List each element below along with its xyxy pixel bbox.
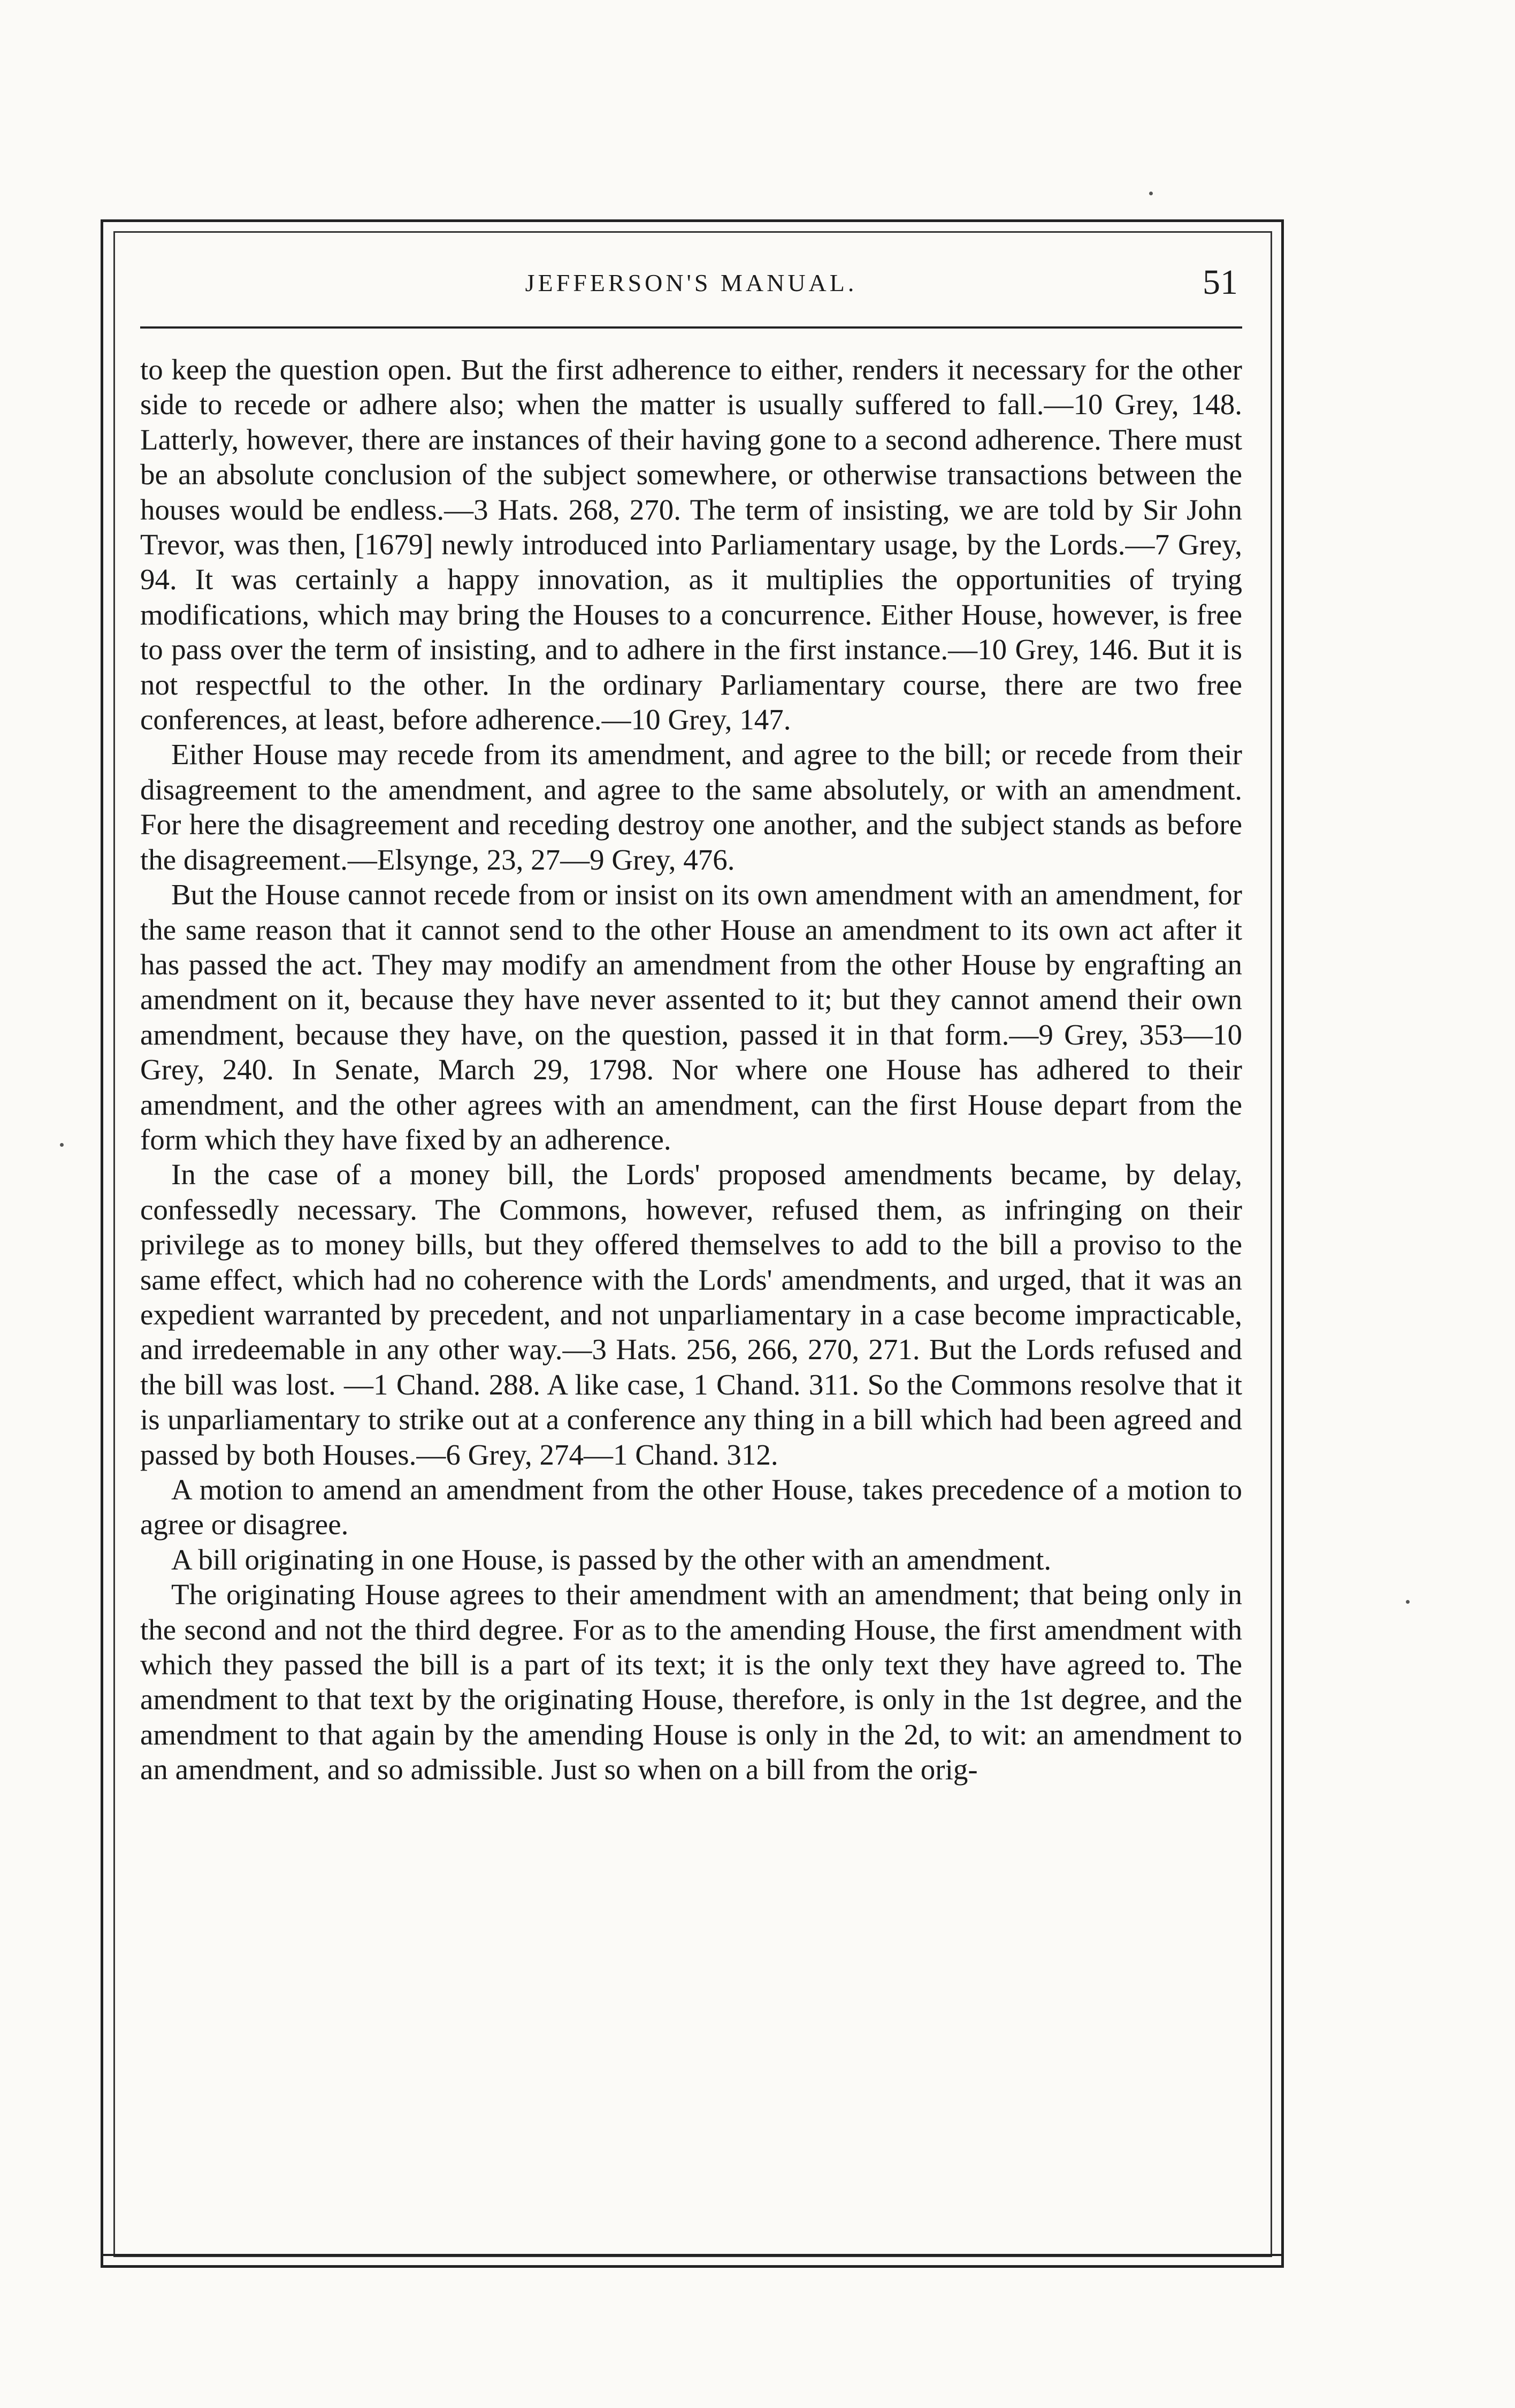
paragraph-7: The originating House agrees to their amendment with an amendment; that being only in the second and not the third degree. For as to the amending House, the first amendment with which they passed the bill is a part of its text; it is the only text they have agreed to. The amendment to that text by the originating House, therefore, is only in the 1st degree, and the amendment to that again by the amending House is only in the 2d, to wit: an amendment to an amendment, and so admissible. Just so when on a bill from the orig-: [140, 1578, 1242, 1786]
paragraph-5: A motion to amend an amendment from the other House, takes precedence of a motion to agree or disagree.: [140, 1473, 1242, 1541]
running-head: [140, 261, 1242, 309]
paragraph-2: Either House may recede from its amendment, and agree to the bill; or recede from their disagreement to the amendment, and agree to the same absolutely, or with an amendment. For here the disagreement and receding destroy one another, and the subject stands as before the disagreement.—Elsynge, 23, 27—9 Grey, 476.: [140, 738, 1242, 876]
body-text: [140, 352, 1242, 1787]
paper-speck: [1149, 192, 1153, 195]
paragraph-3: But the House cannot recede from or insist on its own amendment with an amendment, for the same reason that it cannot send to the other House an amendment to its own act after it has passed the act. They may modify an amendment from the other House by engrafting an amendment on it, because they have never assented to it; but they cannot amend their own amendment, because they have, on the question, passed it in that form.—9 Grey, 353—10 Grey, 240. In Senate, March 29, 1798. Nor where one House has adhered to their amendment, and the other agrees with an amendment, can the first House depart from the form which they have fixed by an adherence.: [140, 878, 1242, 1156]
paper-speck: [1406, 1600, 1410, 1604]
paragraph-4: In the case of a money bill, the Lords' proposed amendments became, by delay, confessedly necessary. The Commons, however, refused them, as infringing on their privilege as to money bills, but they offered themselves to add to the bill a proviso to the same effect, which had no coherence with the Lords' amendments, and urged, that it was an expedient warranted by precedent, and not unparliamentary in a case become impracticable, and irredeemable in any other way.—3 Hats. 256, 266, 270, 271. But the Lords refused and the bill was lost. —1 Chand. 288. A like case, 1 Chand. 311. So the Commons resolve that it is unparliamentary to strike out at a conference any thing in a bill which had been agreed and passed by both Houses.—6 Grey, 274—1 Chand. 312.: [140, 1158, 1242, 1471]
paragraph-6: A bill originating in one House, is passed by the other with an amendment.: [171, 1543, 1052, 1576]
page-border-bottom-rule: [101, 2254, 1284, 2256]
paragraph-1: to keep the question open. But the first adherence to either, renders it necessary for the other side to recede or adhere also; when the matter is usually suffered to fall.—10 Grey, 148. Latterly, however, there are instances of their having gone to a second adherence. There must be an absolute conclusion of the subject somewhere, or otherwise transactions between the houses would be endless.—3 Hats. 268, 270. The term of insisting, we are told by Sir John Trevor, was then, [1679] newly introduced into Parliamentary usage, by the Lords.—7 Grey, 94. It was certainly a happy innovation, as it multiplies the opportunities of trying modifications, which may bring the Houses to a concurrence. Either House, however, is free to pass over the term of insisting, and to adhere in the first instance.—10 Grey, 146. But it is not respectful to the other. In the ordinary Parliamentary course, there are two free conferences, at least, before adherence.—10 Grey, 147.: [140, 353, 1242, 736]
paper-speck: [60, 1143, 64, 1147]
running-title: JEFFERSON'S MANUAL.: [525, 269, 858, 296]
page-number: 51: [1203, 263, 1238, 302]
header-rule: [140, 326, 1242, 329]
